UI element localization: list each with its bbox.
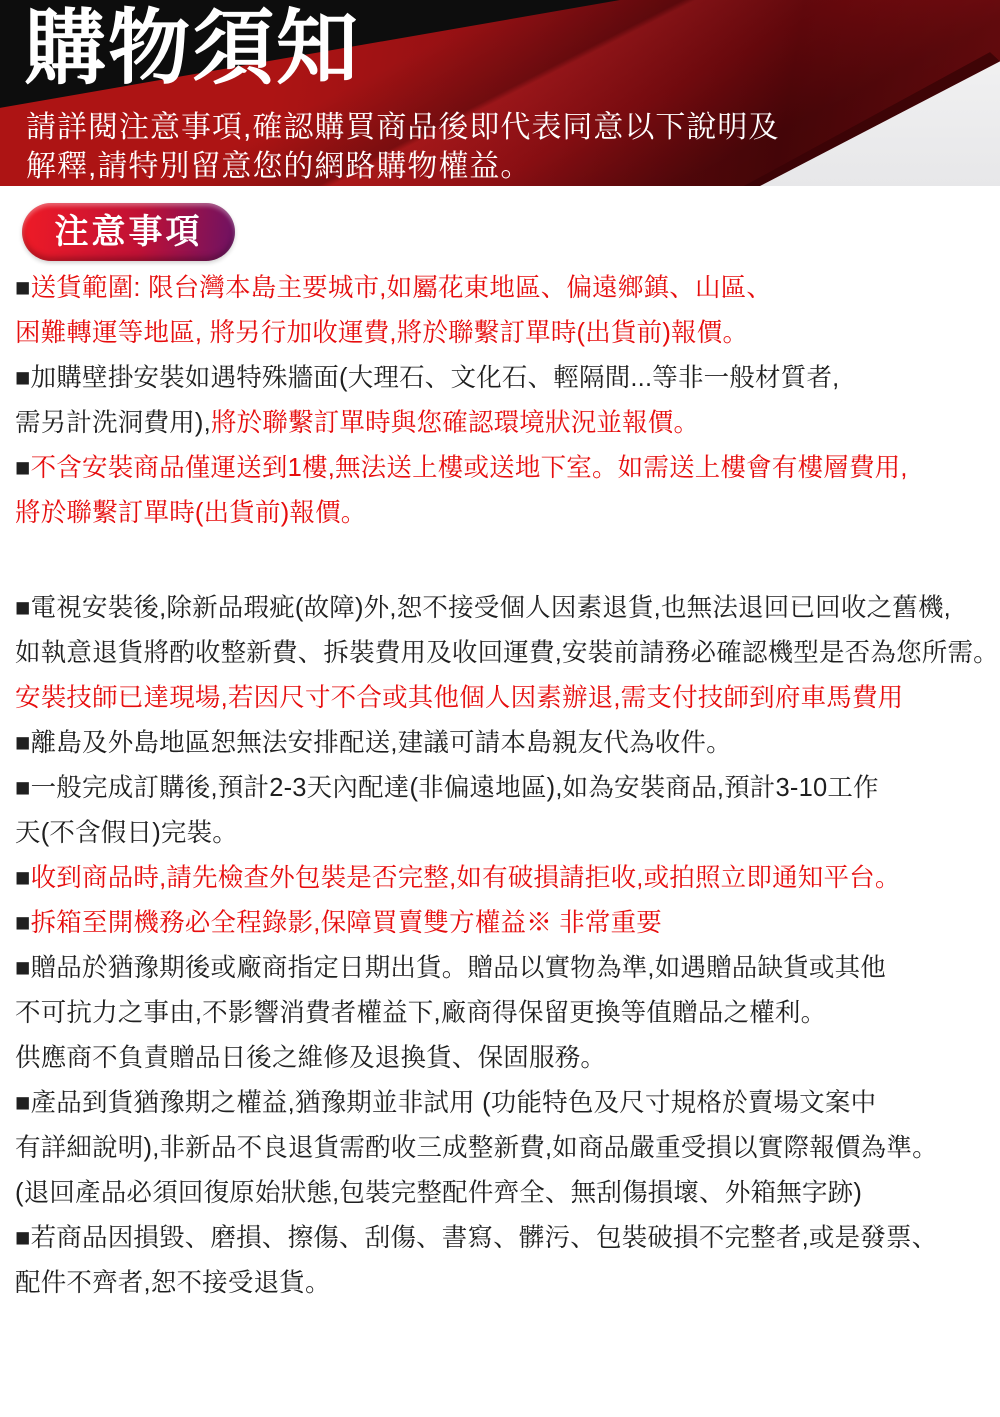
notice-text-segment: 將於聯繫訂單時(出貨前)報價。 [15, 499, 367, 527]
notice-text-segment: 困難轉運等地區, 將另行加收運費,將於聯繫訂單時(出貨前)報價。 [15, 319, 749, 347]
notice-line [15, 266, 992, 311]
notice-text-segment: 安裝技師已達現場,若因尺寸不合或其他個人因素辦退,需支付技師到府車馬費用 [15, 684, 904, 712]
notice-text-segment: 不可抗力之事由,不影響消費者權益下,廠商得保留更換等值贈品之權利。 [15, 999, 827, 1027]
notice-line [15, 1216, 992, 1261]
notice-line [15, 1261, 992, 1306]
page-subtitle-line1: 請詳閱注意事項,確認購買商品後即代表同意以下說明及 [26, 111, 780, 144]
bullet-square-icon: ■ [15, 909, 31, 937]
notice-text-segment: (退回產品必須回復原始狀態,包裝完整配件齊全、無刮傷損壞、外箱無字跡) [15, 1179, 863, 1207]
notice-line [15, 446, 992, 491]
notice-line [15, 946, 992, 991]
notice-text-segment: 一般完成訂購後,預計2-3天內配達(非偏遠地區),如為安裝商品,預計3-10工作 [30, 774, 879, 802]
header-banner [0, 0, 1000, 186]
notice-line [15, 766, 992, 811]
notice-line [15, 491, 992, 536]
notice-line [15, 1126, 992, 1171]
notice-text-segment: 贈品於猶豫期後或廠商指定日期出貨。贈品以實物為準,如遇贈品缺貨或其他 [30, 954, 886, 982]
notice-line [15, 1081, 992, 1126]
notice-text-segment: 產品到貨猶豫期之權益,猶豫期並非試用 (功能特色及尺寸規格於賣場文案中 [30, 1089, 877, 1117]
notice-line [15, 1036, 992, 1081]
notice-text-segment: 加購壁掛安裝如遇特殊牆面(大理石、文化石、輕隔間...等非一般材質者, [30, 364, 840, 392]
notice-text-segment: 收到商品時,請先檢查外包裝是否完整,如有破損請拒收,或拍照立即通知平台。 [30, 864, 901, 892]
notice-line [15, 1171, 992, 1216]
bullet-square-icon: ■ [15, 1224, 31, 1252]
bullet-square-icon: ■ [15, 274, 31, 302]
page-subtitle [26, 108, 779, 186]
notice-text-segment: 供應商不負責贈品日後之維修及退換貨、保固服務。 [15, 1044, 607, 1072]
bullet-square-icon: ■ [15, 454, 31, 482]
bullet-square-icon: ■ [15, 594, 31, 622]
notice-line [15, 856, 992, 901]
notice-line [15, 401, 992, 446]
bullet-square-icon: ■ [15, 954, 31, 982]
notice-line [15, 901, 992, 946]
page-title: 購物須知 [24, 3, 361, 94]
notice-text-segment: 送貨範圍: 限台灣本島主要城市,如屬花東地區、偏遠鄉鎮、山區、 [30, 274, 773, 302]
page-subtitle-line2: 解釋,請特別留意您的網路購物權益。 [26, 150, 532, 183]
notice-text-segment: 有詳細說明),非新品不良退貨需酌收三成整新費,如商品嚴重受損以實際報價為準。 [15, 1134, 938, 1162]
notice-line [15, 721, 992, 766]
notice-text-segment: 不含安裝商品僅運送到1樓,無法送上樓或送地下室。如需送上樓會有樓層費用, [30, 454, 908, 482]
notice-line [15, 631, 999, 676]
bullet-square-icon: ■ [15, 774, 31, 802]
notice-text-segment: 如執意退貨將酌收整新費、拆裝費用及收回運費,安裝前請務必確認機型是否為您所需。 [15, 639, 999, 667]
notice-line [15, 311, 992, 356]
bullet-square-icon: ■ [15, 729, 31, 757]
notice-line [15, 586, 992, 631]
notice-line [15, 356, 992, 401]
bullet-square-icon: ■ [15, 1089, 31, 1117]
notice-list [0, 261, 1000, 1306]
notice-text-segment: 需另計洗洞費用), [15, 409, 211, 437]
notice-text-segment: 拆箱至開機務必全程錄影,保障買賣雙方權益※ 非常重要 [30, 909, 662, 937]
notice-section-badge: 注意事項 [22, 203, 235, 261]
notice-text-segment: 將於聯繫訂單時與您確認環境狀況並報價。 [210, 409, 700, 437]
notice-text-segment: 離島及外島地區恕無法安排配送,建議可請本島親友代為收件。 [30, 729, 732, 757]
notice-text-segment: 天(不含假日)完裝。 [15, 819, 238, 847]
bullet-square-icon: ■ [15, 864, 31, 892]
notice-text-segment: 配件不齊者,恕不接受退貨。 [15, 1269, 331, 1297]
notice-line [15, 991, 992, 1036]
notice-text-segment: 電視安裝後,除新品瑕疵(故障)外,恕不接受個人因素退貨,也無法退回已回收之舊機, [30, 594, 951, 622]
notice-line [15, 676, 992, 721]
notice-line [15, 811, 992, 856]
notice-text-segment: 若商品因損毀、磨損、擦傷、刮傷、書寫、髒污、包裝破損不完整者,或是發票、 [30, 1224, 938, 1252]
bullet-square-icon: ■ [15, 364, 31, 392]
